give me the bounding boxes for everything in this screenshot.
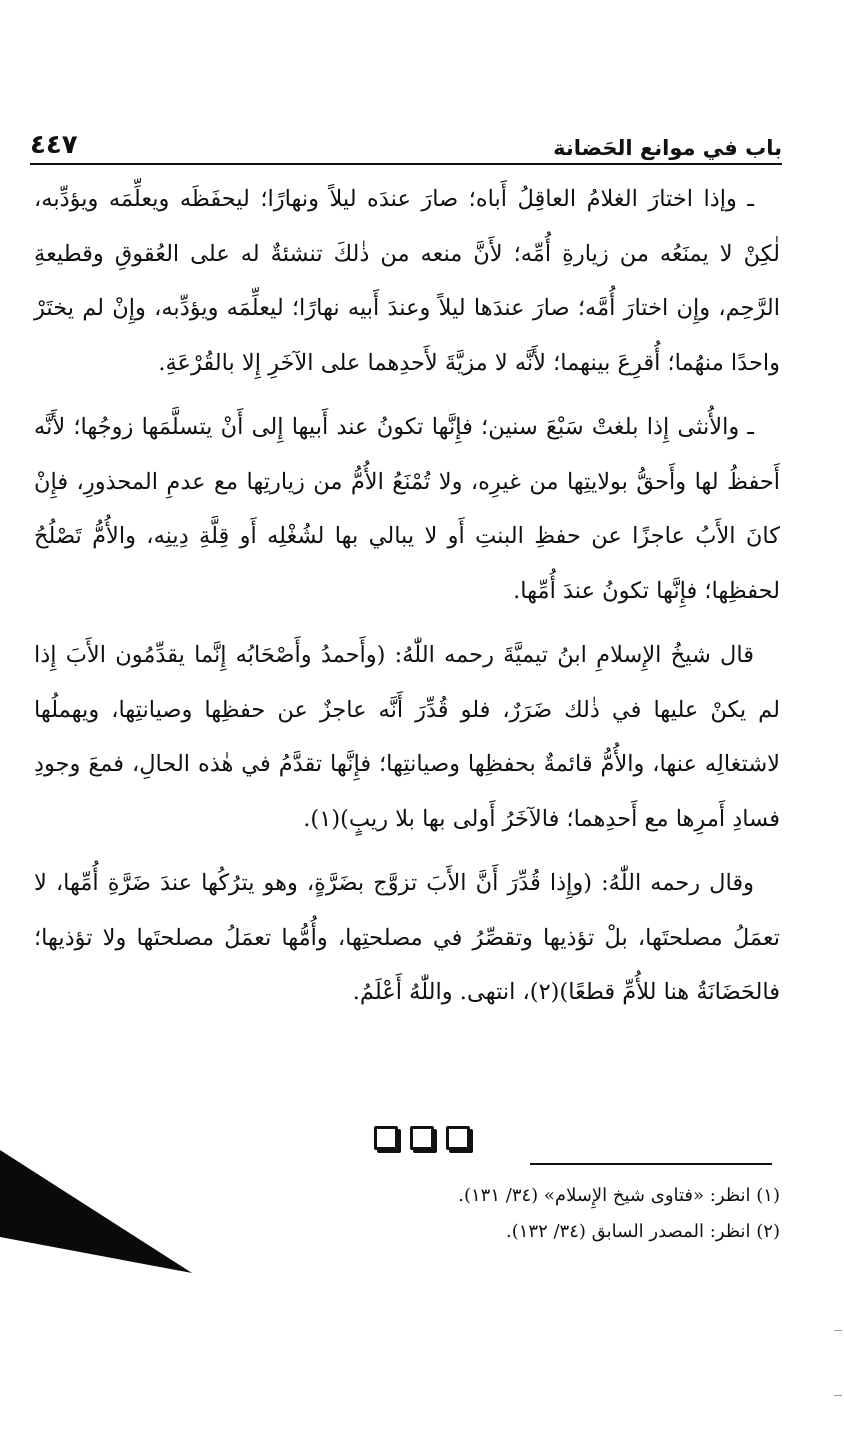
paragraph-boy-choice: ـ وإذا اختارَ الغلامُ العاقِلُ أَباه؛ صارَ عندَه ليلاً ونهارًا؛ ليحفَظَه ويعلِّمَه ويؤدِّبه، لٰكِنْ لا يمنَعُه من زيارةِ أُمِّه؛ لأَنَّ منعه من ذٰلكَ تنشئةٌ له على العُقوقِ وقطيعةِ الرَّحِم، وإِن اختارَ أُمَّه؛ صارَ عندَها ليلاً وعندَ أَبيه نهارًا؛ ليعلِّمَه ويؤدِّبه، وإِنْ لم يختَرْ واحدًا منهُما؛ أُقرِعَ بينهما؛ لأَنَّه لا مزيَّةَ لأَحدِهما على الآخَرِ إِلا بالقُرْعَةِ.	[34, 186, 780, 376]
header-rule	[30, 163, 782, 165]
edge-mark	[834, 1395, 842, 1396]
footnote-rule	[530, 1163, 772, 1165]
page-header	[30, 118, 782, 160]
edge-mark	[834, 1330, 842, 1331]
paragraph-girl-custody: ـ والأُنثى إِذا بلغتْ سَبْعَ سنين؛ فإِنَّها تكونُ عند أَبيها إِلى أَنْ يتسلَّمَها زوجُها؛ لأَنَّه أَحفظُ لها وأَحقُّ بولايتِها من غيرِه، ولا تُمْنَعُ الأُمُّ من زيارتِها مع عدمِ المحذورِ، فإِنْ كانَ الأَبُ عاجزًا عن حفظِ البنتِ أَو لا يبالي بها لشُغْلِه أَو قِلَّةِ دِينِه، والأُمُّ تَصْلُحُ لحفظِها؛ فإِنَّها تكونُ عندَ أُمِّها.	[34, 414, 780, 604]
paragraph-second-quote: وقال رحمه اللّٰهُ: (وإِذا قُدِّرَ أَنَّ الأَبَ تزوَّج بضَرَّةٍ، وهو يترُكُها عندَ ضَرَّةِ أُمِّها، لا تعمَلُ مصلحتَها، بلْ تؤذيها وتقصِّرُ في مصلحتِها، وأُمُّها تعمَلُ مصلحتَها ولا تؤذيها؛ فالحَضَانَةُ هنا للأُمِّ قطعًا)(٢)، انتهى. واللّٰهُ أَعْلَمُ.	[34, 870, 780, 1005]
page-number: ٤٤٧	[30, 130, 78, 160]
separator-square-icon	[446, 1126, 470, 1150]
separator-square-icon	[374, 1126, 398, 1150]
scan-shadow	[0, 1145, 200, 1285]
footnote-1: (١) انظر: «فتاوى شيخ الإِسلام» (٣٤/ ١٣١).	[458, 1185, 780, 1206]
running-title: باب في موانع الحَضانة	[553, 136, 782, 160]
main-text	[34, 172, 780, 1030]
separator-square-icon	[410, 1126, 434, 1150]
footnote-2: (٢) انظر: المصدر السابق (٣٤/ ١٣٢).	[505, 1221, 780, 1242]
paragraph-ibn-taymiyyah-quote: قال شيخُ الإِسلامِ ابنُ تيميَّةَ رحمه اللّٰهُ: (وأَحمدُ وأَصْحَابُه إِنَّما يقدِّمُون الأَبَ إِذا لم يكنْ عليها في ذٰلك ضَرَرٌ، فلو قُدِّرَ أَنَّه عاجزٌ عن حفظِها وصيانتِها، ويهملُها لاشتغالِه عنها، والأُمُّ قائمةٌ بحفظِها وصيانتِها؛ فإِنَّها تقدَّمُ في هٰذه الحالِ، فمعَ وجودِ فسادِ أَمرِها مع أَحدِهما؛ فالآخَرُ أَولى بها بلا ريبٍ)(١).	[34, 642, 780, 832]
